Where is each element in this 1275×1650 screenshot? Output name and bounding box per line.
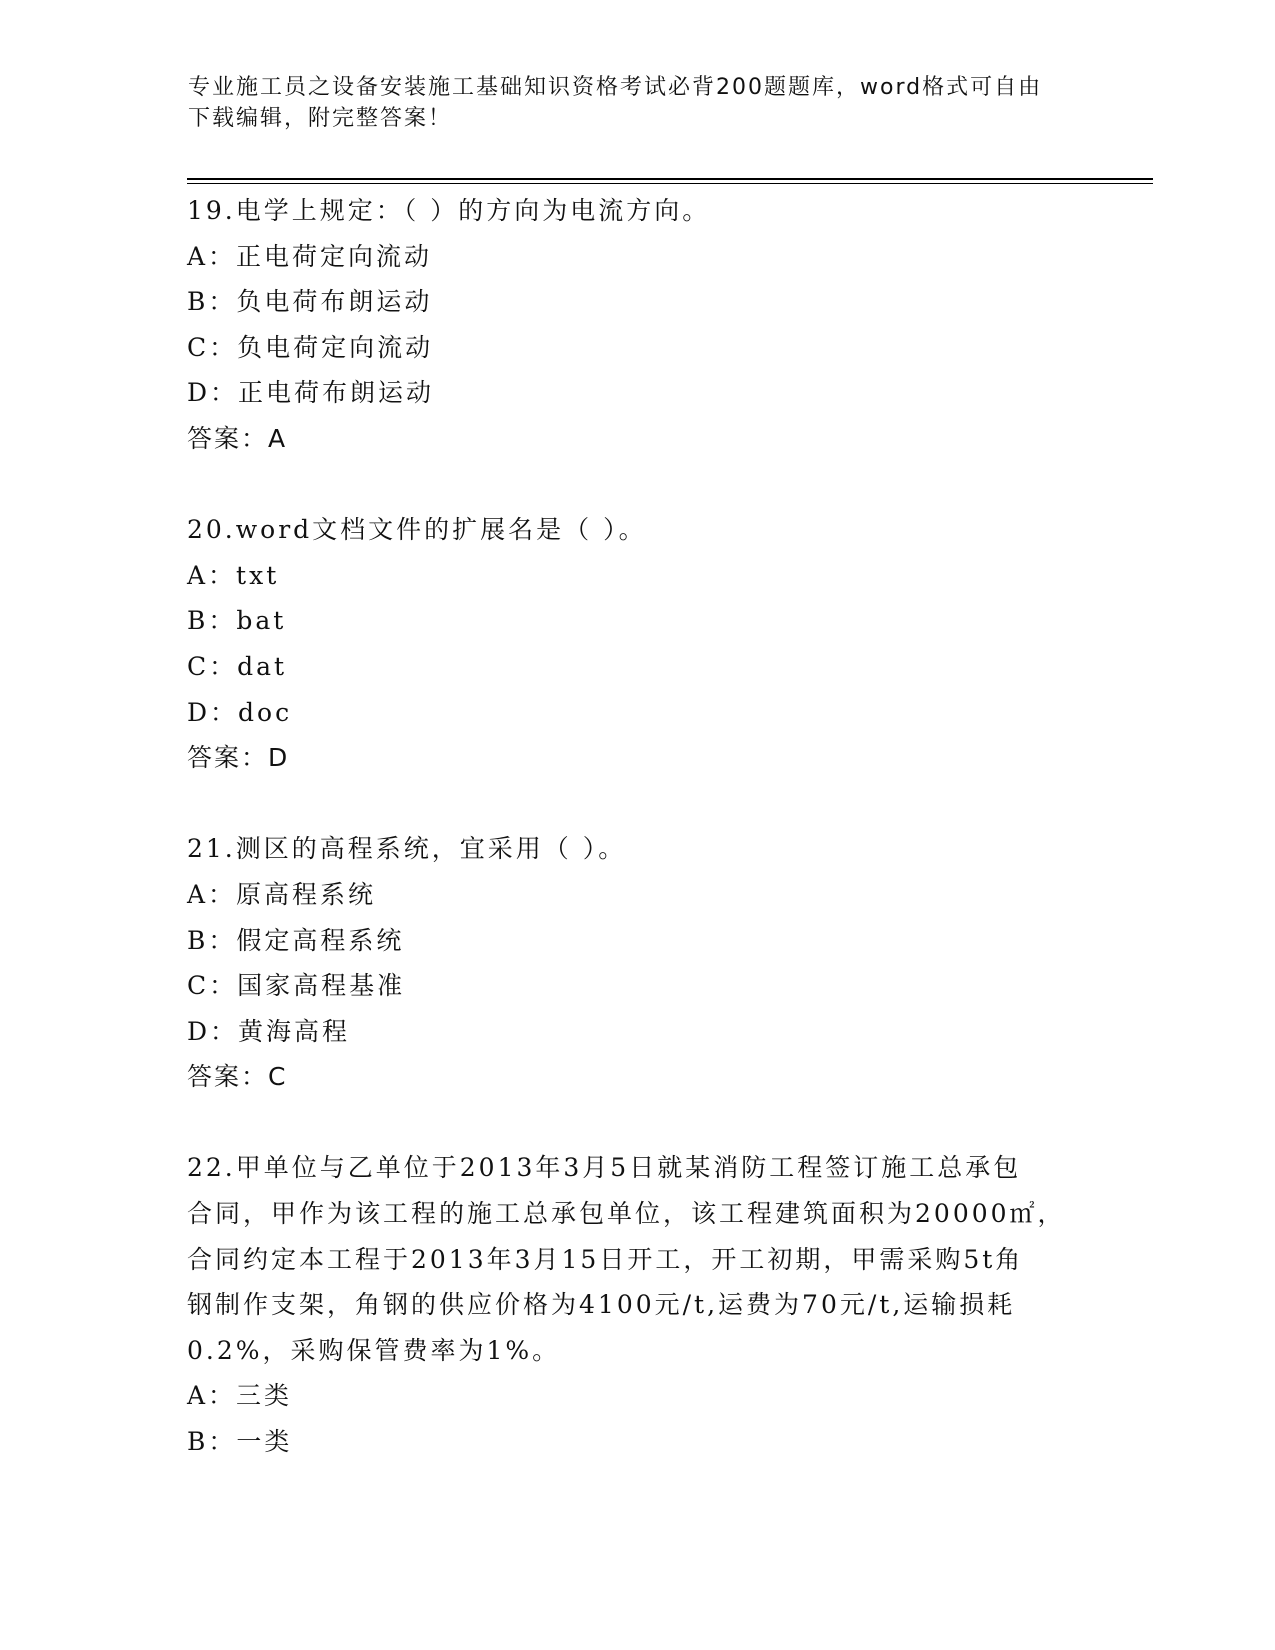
question-stem-line: 0.2%，采购保管费率为1%。 <box>187 1335 561 1365</box>
question-stem: 21.测区的高程系统，宜采用（ ）。 <box>187 834 627 864</box>
option-b: B：假定高程系统 <box>187 925 405 955</box>
answer-line: 答案：D <box>187 743 290 773</box>
spacer <box>187 781 1087 827</box>
option-d: D：正电荷布朗运动 <box>187 378 435 408</box>
question-stem-line: 合同，甲作为该工程的施工总承包单位，该工程建筑面积为20000㎡， <box>187 1199 1066 1229</box>
question-20 <box>187 507 1087 781</box>
spacer <box>187 462 1087 508</box>
question-stem-line: 钢制作支架，角钢的供应价格为4100元/t,运费为70元/t,运输损耗 <box>187 1290 1016 1320</box>
option-d: D：黄海高程 <box>187 1016 351 1046</box>
option-c: C：负电荷定向流动 <box>187 332 434 362</box>
question-stem-line: 22.甲单位与乙单位于2013年3月5日就某消防工程签订施工总承包 <box>187 1153 1022 1183</box>
question-list <box>187 188 1087 1465</box>
question-22 <box>187 1145 1087 1464</box>
option-b: B：一类 <box>187 1427 293 1457</box>
header-rule-thick <box>187 178 1153 180</box>
option-b: B：bat <box>187 606 287 636</box>
option-a: A：正电荷定向流动 <box>187 241 433 271</box>
answer-line: 答案：C <box>187 1062 288 1092</box>
document-header <box>188 72 1088 134</box>
header-rule-thin <box>187 183 1153 184</box>
question-19 <box>187 188 1087 462</box>
question-stem-line: 合同约定本工程于2013年3月15日开工，开工初期，甲需采购5t角 <box>187 1244 1024 1274</box>
spacer <box>187 1100 1087 1146</box>
header-line-1: 专业施工员之设备安装施工基础知识资格考试必背200题题库，word格式可自由 <box>188 75 1043 100</box>
option-a: A：原高程系统 <box>187 879 377 909</box>
question-stem: 20.word文档文件的扩展名是（ ）。 <box>187 515 647 545</box>
option-c: C：国家高程基准 <box>187 971 406 1001</box>
option-d: D：doc <box>187 697 293 727</box>
header-line-2: 下载编辑，附完整答案！ <box>188 106 453 131</box>
answer-line: 答案：A <box>187 423 288 453</box>
option-c: C：dat <box>187 651 288 681</box>
option-a: A：三类 <box>187 1381 293 1411</box>
question-stem: 19.电学上规定：（ ）的方向为电流方向。 <box>187 196 711 225</box>
option-b: B：负电荷布朗运动 <box>187 287 433 317</box>
question-21 <box>187 826 1087 1100</box>
option-a: A：txt <box>187 560 280 590</box>
